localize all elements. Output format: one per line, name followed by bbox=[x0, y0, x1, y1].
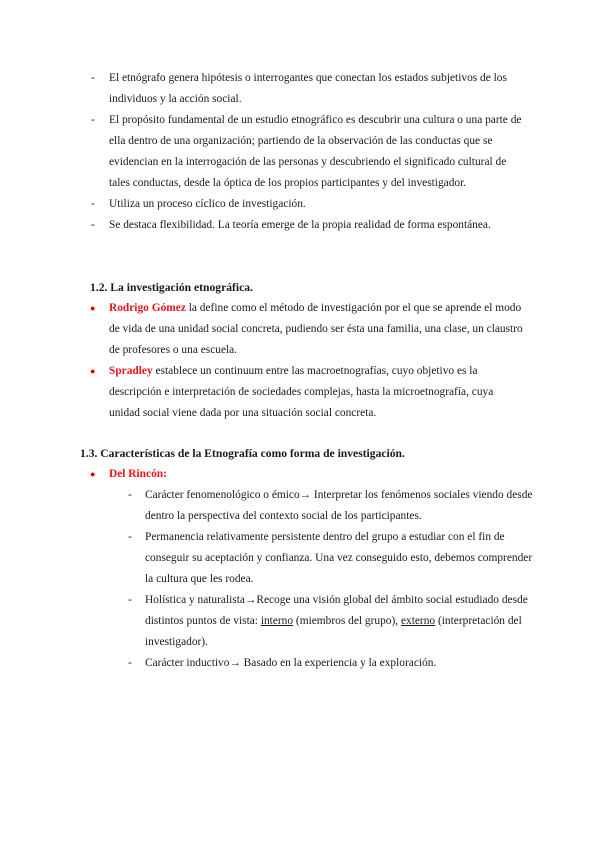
list-item-text: Permanencia relativamente persistente dentro del grupo a estudiar con el fin de conseguir su aceptación y confianza. Una vez conseguido esto, debemos comprender la cultura que les rodea. bbox=[145, 531, 533, 585]
dash-marker: - bbox=[91, 72, 95, 84]
author-description: la define como el método de investigación por el que se aprende el modo de vida de una unidad social concreta, pudiendo ser ésta una familia, una clase, un claustro de profesores o una escuela. bbox=[109, 302, 523, 356]
list-item bbox=[0, 361, 600, 424]
subheading-row bbox=[0, 464, 600, 485]
list-item bbox=[0, 485, 600, 527]
section-heading-1-2: 1.2. La investigación etnográfica. bbox=[90, 281, 253, 294]
dash-marker: - bbox=[128, 657, 132, 669]
text-fragment: (miembros del grupo), bbox=[293, 615, 401, 627]
list-item bbox=[0, 590, 600, 653]
list-item bbox=[0, 298, 600, 361]
dash-marker: - bbox=[128, 489, 132, 501]
bullet-dot-icon: ● bbox=[90, 366, 96, 376]
intro-bullet-list bbox=[0, 68, 600, 236]
list-item-text: Carácter inductivo→ Basado en la experiencia y la exploración. bbox=[145, 657, 437, 669]
list-item bbox=[0, 215, 600, 236]
text-fragment: Holística y naturalista→Recoge una visión global del ámbito social estudiado desde distintos puntos de vista: bbox=[145, 594, 528, 627]
list-item bbox=[0, 653, 600, 674]
list-item-text: Utiliza un proceso cíclico de investigación. bbox=[109, 198, 306, 210]
author-name: Rodrigo Gómez bbox=[109, 302, 186, 314]
subheading-label: Del Rincón: bbox=[109, 468, 167, 480]
dash-marker: - bbox=[128, 531, 132, 543]
underlined-term-externo: externo bbox=[400, 615, 436, 627]
list-item bbox=[0, 194, 600, 215]
dash-marker: - bbox=[91, 198, 95, 210]
list-item bbox=[0, 110, 600, 194]
list-item-text: El propósito fundamental de un estudio etnográfico es descubrir una cultura o una parte de ella dentro de una organización; partiendo de la observación de las conductas que se evidencian en la interrogación de las personas y descubriendo el significado cultural de tales conductas, desde la óptica de los propios participantes y del investigador. bbox=[109, 114, 522, 189]
list-item-text bbox=[109, 298, 524, 361]
list-item-text: Carácter fenomenológico o émico→ Interpretar los fenómenos sociales viendo desde dentro la perspectiva del contexto social de los participantes. bbox=[145, 489, 533, 522]
author-name: Spradley bbox=[109, 365, 153, 377]
list-item-text: Se destaca flexibilidad. La teoría emerge de la propia realidad de forma espontánea. bbox=[109, 219, 491, 231]
bullet-dot-icon: ● bbox=[90, 303, 96, 313]
underlined-term-interno: interno bbox=[260, 615, 294, 627]
list-item-text bbox=[109, 361, 524, 424]
dash-marker: - bbox=[91, 114, 95, 126]
dash-marker: - bbox=[128, 594, 132, 606]
dash-marker: - bbox=[91, 219, 95, 231]
list-item-text: El etnógrafo genera hipótesis o interrogantes que conectan los estados subjetivos de los individuos y la acción social. bbox=[109, 72, 507, 105]
section-heading-1-3: 1.3. Características de la Etnografía como forma de investigación. bbox=[80, 447, 405, 460]
list-item bbox=[0, 68, 600, 110]
text-fragment: (interpretación del investigador). bbox=[145, 615, 522, 648]
list-item-text bbox=[145, 590, 535, 653]
section-1-3-subheading bbox=[0, 464, 600, 485]
bullet-dot-icon: ● bbox=[90, 469, 96, 479]
author-description: establece un continuum entre las macroetnografías, cuyo objetivo es la descripción e interpretación de sociedades complejas, hasta la microetnografía, cuya unidad social viene dada por una situación social concreta. bbox=[109, 365, 494, 419]
section-1-3-bullet-list bbox=[0, 485, 600, 674]
list-item bbox=[0, 527, 600, 590]
section-1-2-bullet-list bbox=[0, 298, 600, 424]
